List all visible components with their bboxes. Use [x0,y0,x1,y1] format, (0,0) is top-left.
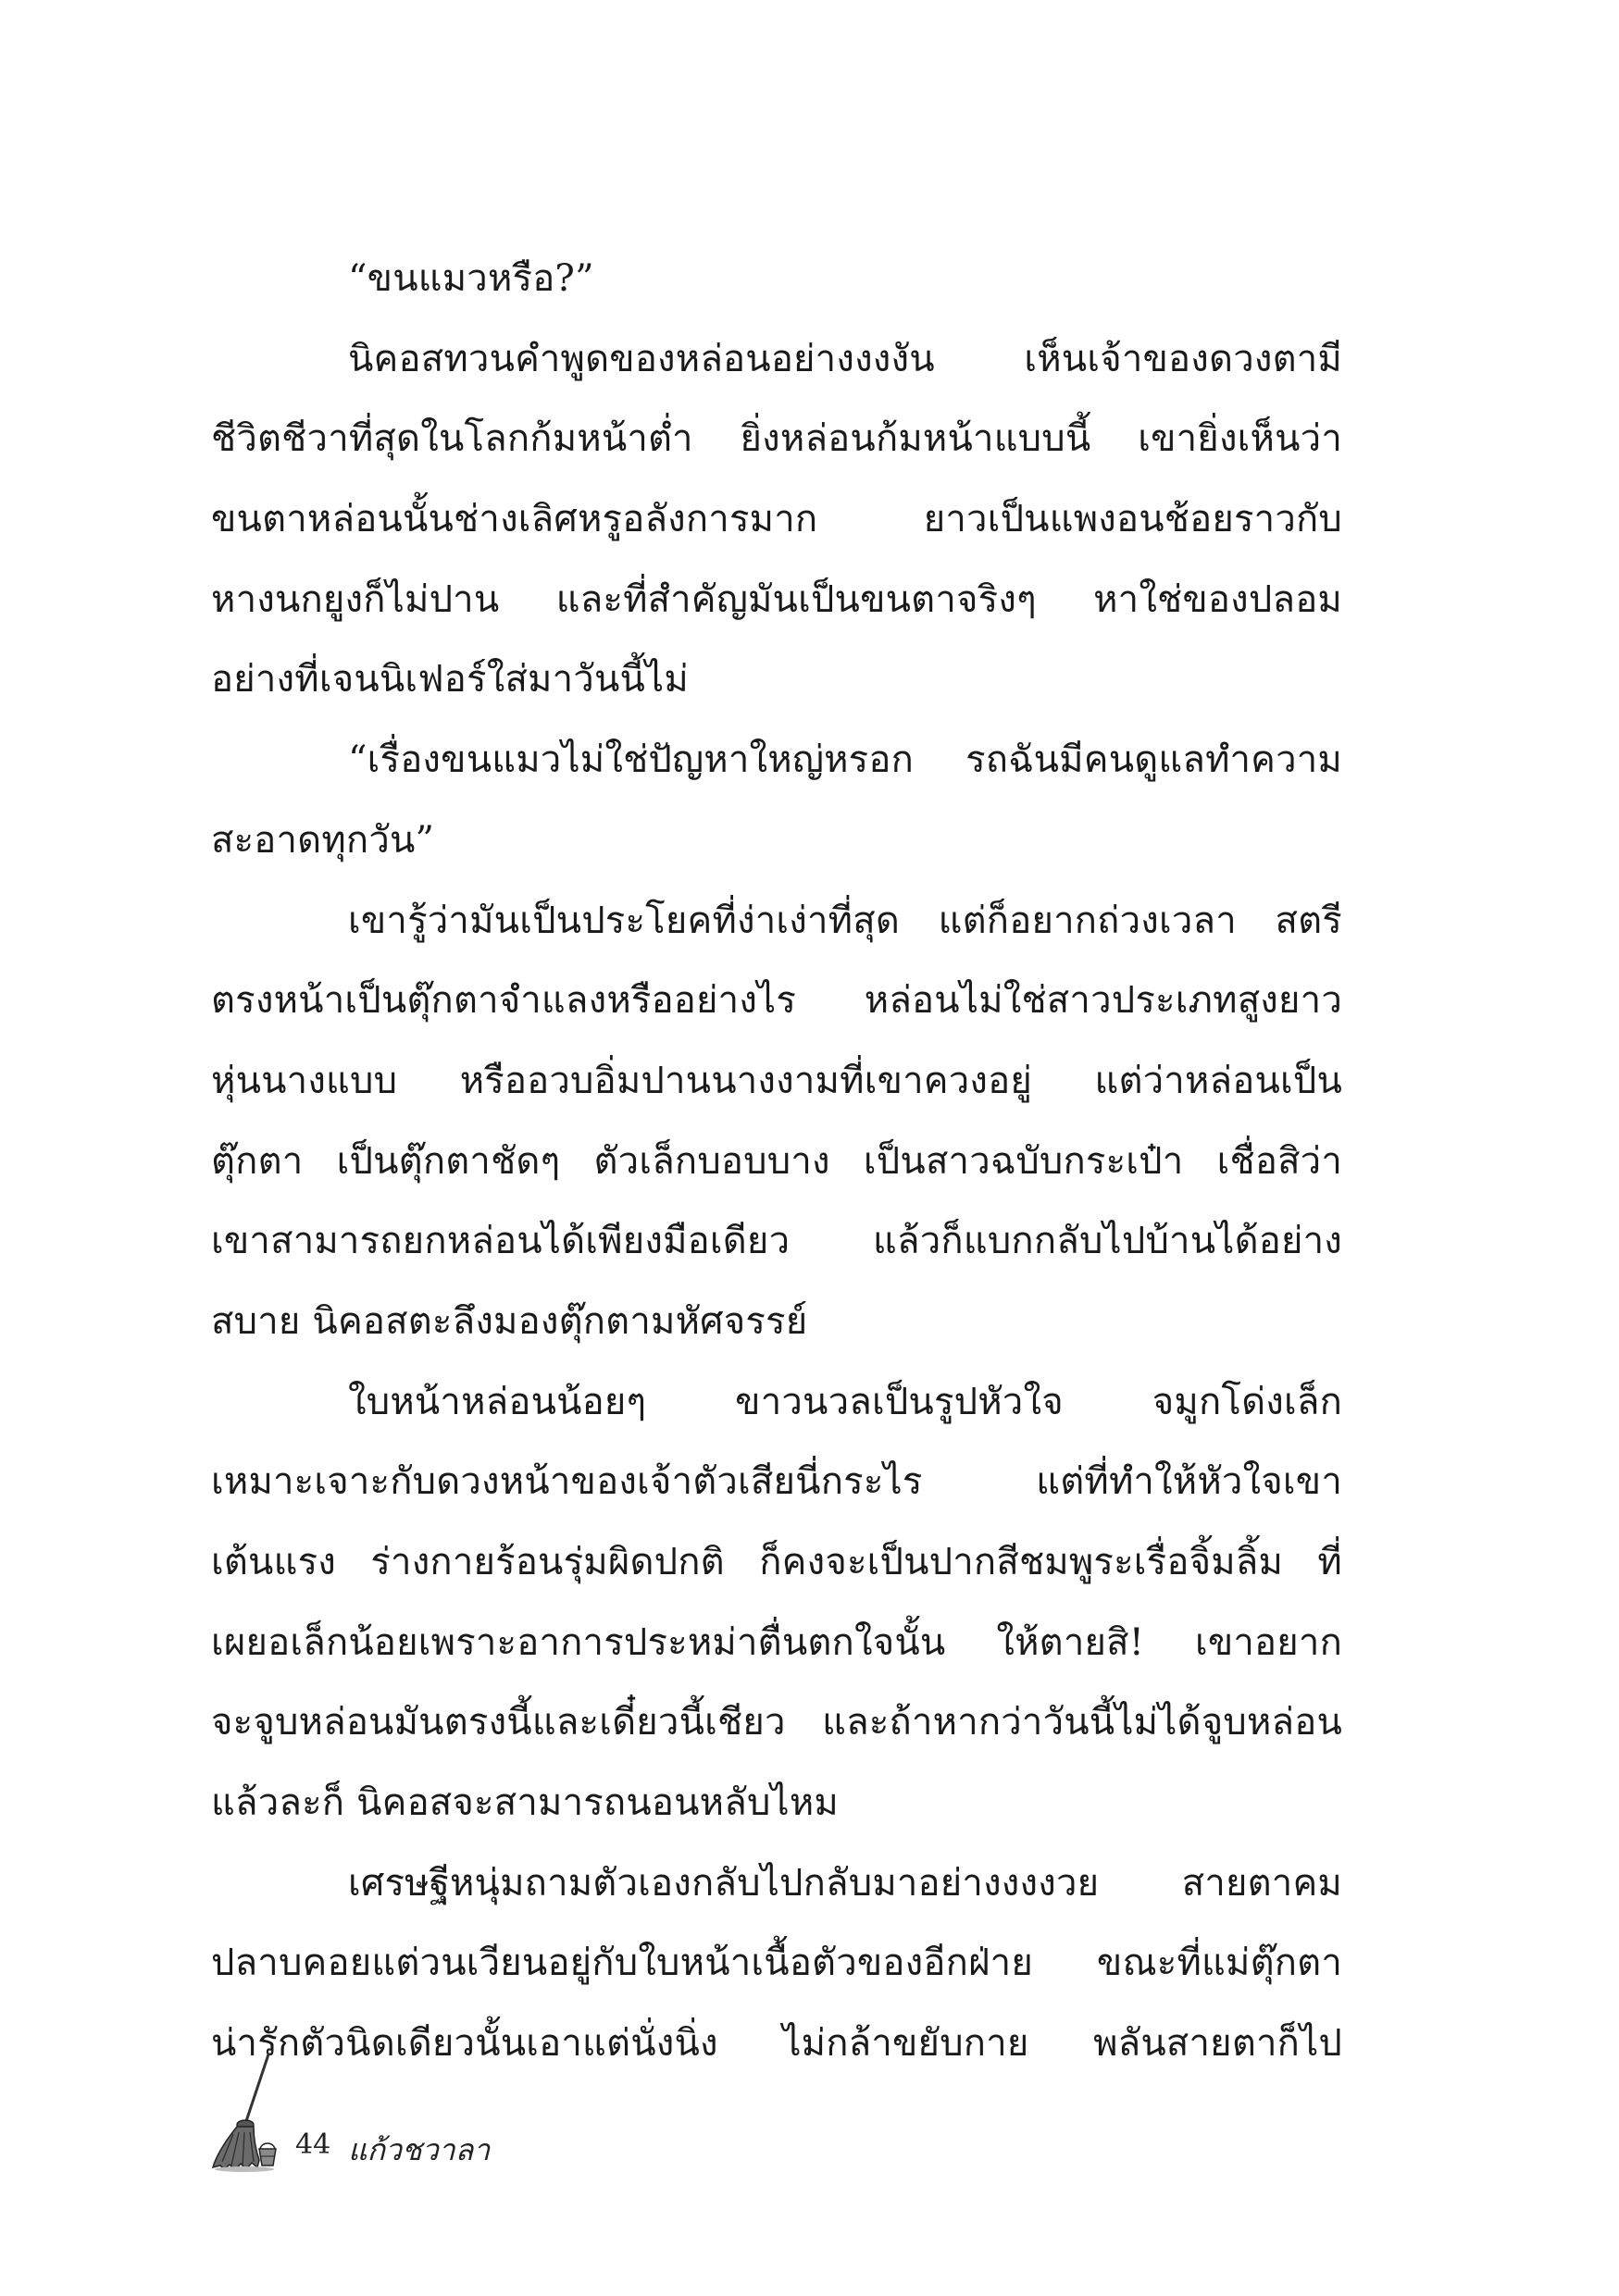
text-line: น่ารักตัวนิดเดียวนั้นเอาแต่นั่งนิ่ง ไม่กล้าขยับกาย พลันสายตาก็ไป [211,2022,1342,2066]
text-line: อย่างที่เจนนิเฟอร์ใส่มาวันนี้ไม่ [211,658,689,701]
text-line: จะจูบหล่อนมันตรงนี้และเดี๋ยวนี้เชียว และถ้าหากว่าวันนี้ไม่ได้จูบหล่อน [211,1701,1342,1744]
text-line: หุ่นนางแบบ หรืออวบอิ่มปานนางงามที่เขาควงอยู่ แต่ว่าหล่อนเป็น [211,1059,1342,1102]
text-line: หางนกยูงก็ไม่ปาน และที่สำคัญมันเป็นขนตาจริงๆ หาใช่ของปลอม [211,577,1342,621]
text-line: เศรษฐีหนุ่มถามตัวเองกลับไปกลับมาอย่างงงงวย สายตาคม [348,1861,1342,1905]
text-line: “เรื่องขนแมวไม่ใช่ปัญหาใหญ่หรอก รถฉันมีคนดูแลทำความ [348,738,1342,782]
text-line: สบาย นิคอสตะลึงมองตุ๊กตามหัศจรรย์ [211,1299,808,1343]
text-line: ปลาบคอยแต่วนเวียนอยู่กับใบหน้าเนื้อตัวของอีกฝ่าย ขณะที่แม่ตุ๊กตา [211,1942,1342,1985]
text-line: สะอาดทุกวัน” [211,818,435,862]
text-line: ชีวิตชีวาที่สุดในโลกก้มหน้าต่ำ ยิ่งหล่อนก้มหน้าแบบนี้ เขายิ่งเห็นว่า [211,417,1342,461]
text-line: แล้วละก็ นิคอสจะสามารถนอนหลับไหม [211,1781,839,1825]
text-line: “ขนแมวหรือ?” [348,257,594,300]
text-line: ขนตาหล่อนนั้นช่างเลิศหรูอลังการมาก ยาวเป็นแพงอนช้อยราวกับ [211,498,1342,541]
book-title: แก้วชวาลา [348,2132,491,2167]
page-footer [209,2053,672,2173]
broom-icon [209,2053,283,2173]
text-line: เขาสามารถยกหล่อนได้เพียงมือเดียว แล้วก็แบกกลับไปบ้านได้อย่าง [211,1220,1342,1263]
text-line: ตุ๊กตา เป็นตุ๊กตาชัดๆ ตัวเล็กบอบบาง เป็นสาวฉบับกระเป๋า เชื่อสิว่า [211,1139,1342,1183]
text-line: เผยอเล็กน้อยเพราะอาการประหม่าตื่นตกใจนั้น ให้ตายสิ! เขาอยาก [211,1620,1342,1664]
text-line: นิคอสทวนคำพูดของหล่อนอย่างงงงัน เห็นเจ้าของดวงตามี [348,337,1342,380]
text-line: ใบหน้าหล่อนน้อยๆ ขาวนวลเป็นรูปหัวใจ จมูกโด่งเล็ก [348,1380,1342,1423]
text-line: เต้นแรง ร่างกายร้อนรุ่มผิดปกติ ก็คงจะเป็นปากสีชมพูระเรื่อจิ้มลิ้ม ที่ [211,1541,1342,1583]
page-number: 44 [295,2128,331,2161]
text-line: เขารู้ว่ามันเป็นประโยคที่ง่าเง่าที่สุด แต่ก็อยากถ่วงเวลา สตรี [348,899,1342,942]
text-line: เหมาะเจาะกับดวงหน้าของเจ้าตัวเสียนี่กระไร แต่ที่ทำให้หัวใจเขา [211,1460,1342,1504]
body-text [211,239,1342,2084]
text-line: ตรงหน้าเป็นตุ๊กตาจำแลงหรืออย่างไร หล่อนไม่ใช่สาวประเภทสูงยาว [211,979,1342,1023]
